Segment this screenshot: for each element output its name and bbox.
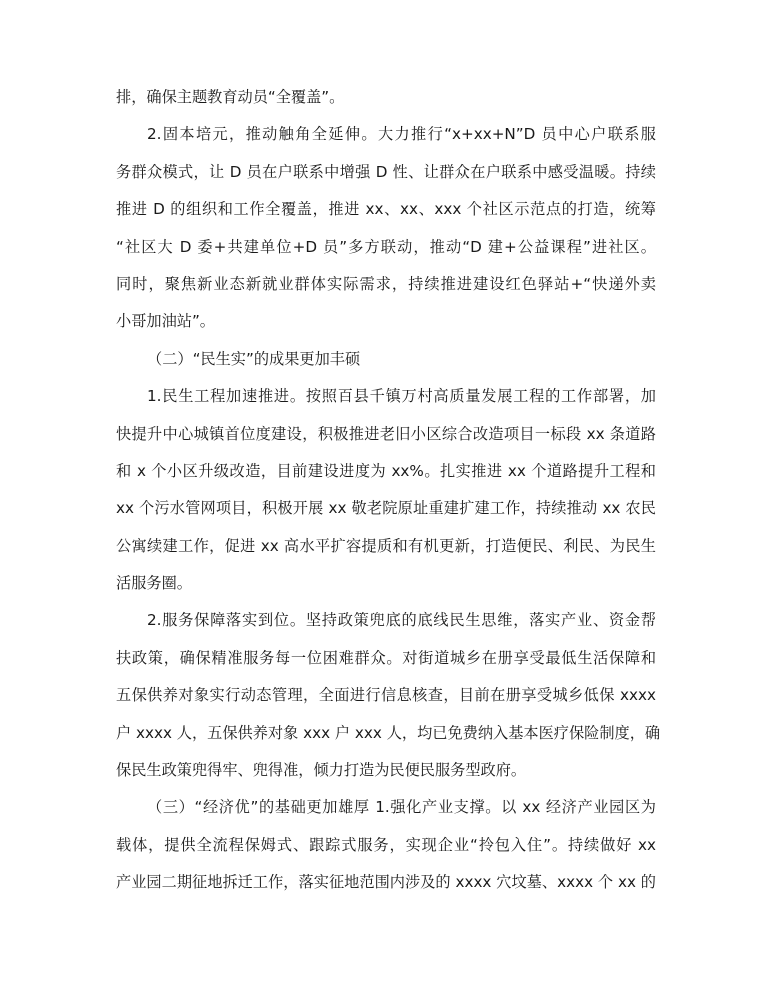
text-line: 公寓续建工作，促进 xx 高水平扩容提质和有机更新，打造便民、利民、为民生 (116, 536, 656, 555)
text-line: 扶政策，确保精准服务每一位困难群众。对街道城乡在册享受最低生活保障和 (116, 648, 656, 667)
text-line: “社区大 D 委+共建单位+D 员”多方联动，推动“D 建+公益课程”进社区。 (116, 237, 656, 256)
text-line: 排，确保主题教育动员“全覆盖”。 (116, 88, 345, 106)
text-line: （三）“经济优”的基础更加雄厚 1.强化产业支撑。以 xx 经济产业园区为 (147, 798, 656, 817)
text-line: 五保供养对象实行动态管理，全面进行信息核查，目前在册享受城乡低保 xxxx (116, 686, 656, 705)
text-line: 载体，提供全流程保姆式、跟踪式服务，实现企业“拎包入住”。持续做好 xx (116, 835, 656, 854)
text-line: 快提升中心城镇首位度建设，积极推进老旧小区综合改造项目一标段 xx 条道路 (116, 424, 656, 443)
text-line: 户 xxxx 人，五保供养对象 xxx 户 xxx 人，均已免费纳入基本医疗保险制度，确 (116, 723, 661, 742)
text-line: 2.服务保障落实到位。坚持政策兜底的底线民生思维，落实产业、资金帮 (147, 611, 656, 630)
text-line: 产业园二期征地拆迁工作，落实征地范围内涉及的 xxxx 穴坟墓、xxxx 个 xx 的 (116, 873, 656, 892)
text-line: 小哥加油站”。 (116, 312, 215, 331)
text-line: 2.固本培元，推动触角全延伸。大力推行“x+xx+N”D 员中心户联系服 (147, 125, 656, 144)
text-line: 保民生政策兜得牢、兜得准，倾力打造为民便民服务型政府。 (116, 761, 527, 780)
document-body (116, 79, 661, 902)
text-line: xx 个污水管网项目，积极开展 xx 敬老院原址重建扩建工作，持续推动 xx 农民 (116, 499, 656, 518)
text-line: 活服务圈。 (116, 574, 192, 593)
text-line: 和 x 个小区升级改造，目前建设进度为 xx%。扎实推进 xx 个道路提升工程和 (116, 461, 656, 480)
text-line: 务群众模式，让 D 员在户联系中增强 D 性、让群众在户联系中感受温暖。持续 (116, 162, 656, 181)
text-line: 1.民生工程加速推进。按照百县千镇万村高质量发展工程的工作部署，加 (147, 387, 656, 406)
text-line: （二）“民生实”的成果更加丰硕 (147, 349, 361, 368)
text-line: 同时，聚焦新业态新就业群体实际需求，持续推进建设红色驿站+“快递外卖 (116, 274, 656, 293)
text-line: 推进 D 的组织和工作全覆盖，推进 xx、xx、xxx 个社区示范点的打造，统筹 (116, 200, 656, 219)
